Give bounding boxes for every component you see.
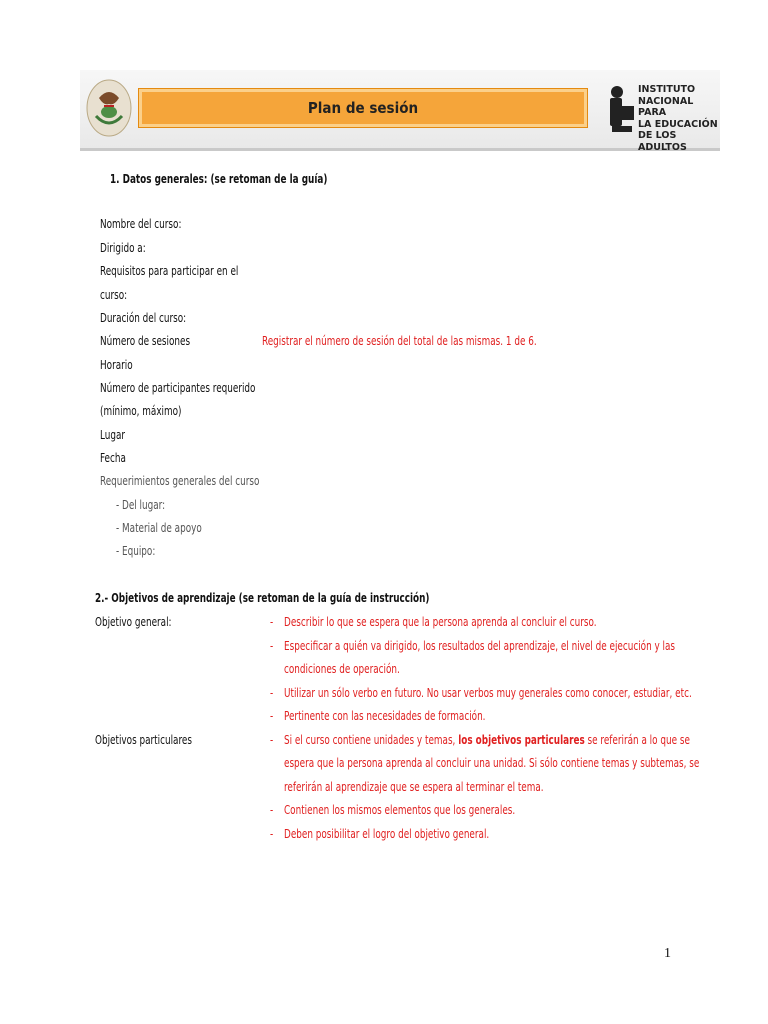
requirements-label: Requerimientos generales del curso: [100, 474, 260, 488]
particular-item: referirán al aprendizaje que se espera al terminar el tema.: [284, 780, 544, 794]
particular-item: Contienen los mismos elementos que los generales.: [284, 803, 516, 817]
field-label: Requisitos para participar en el: [100, 264, 239, 278]
page-title-box: [138, 88, 588, 128]
inea-line: INSTITUTO: [638, 84, 696, 95]
particular-bullet: -: [270, 803, 274, 817]
field-label: Fecha: [100, 451, 126, 465]
general-item: condiciones de operación.: [284, 662, 400, 676]
particular-objectives-label: Objetivos particulares: [95, 733, 192, 747]
requirement-item: - Del lugar:: [116, 498, 166, 512]
field-label: Nombre del curso:: [100, 217, 182, 231]
general-item: Especificar a quién va dirigido, los resultados del aprendizaje, el nivel de ejecución y las: [284, 639, 676, 653]
field-label: Número de participantes requerido: [100, 381, 256, 395]
requirement-item: - Material de apoyo: [116, 521, 202, 535]
field-label: (mínimo, máximo): [100, 404, 182, 418]
sessions-note: Registrar el número de sesión del total de las mismas. 1 de 6.: [262, 334, 537, 348]
particular-text: se referirán a lo que se: [587, 733, 690, 747]
inea-line: LA EDUCACIÓN: [638, 118, 718, 130]
requirement-item: - Equipo:: [116, 544, 156, 558]
particular-item: Deben posibilitar el logro del objetivo general.: [284, 827, 490, 841]
inea-line: NACIONAL PARA: [638, 95, 694, 118]
mexico-seal-icon: [84, 76, 134, 140]
particular-bullet: -: [270, 827, 274, 841]
general-bullet: -: [270, 709, 274, 723]
field-label: Horario: [100, 358, 133, 372]
general-objective-label: Objetivo general:: [95, 615, 172, 629]
general-bullet: -: [270, 639, 274, 653]
general-item: Describir lo que se espera que la persona aprenda al concluir el curso.: [284, 615, 597, 629]
particular-bullet: -: [270, 733, 274, 747]
inea-line: DE LOS ADULTOS: [638, 130, 687, 153]
page-title: Plan de sesión: [307, 99, 419, 117]
general-item: Utilizar un sólo verbo en futuro. No usar verbos muy generales como conocer, estudiar, etc.: [284, 686, 692, 700]
inea-reader-icon: [608, 84, 636, 136]
page-header: [80, 70, 720, 153]
particular-text: Si el curso contiene unidades y temas,: [284, 733, 456, 747]
particular-item: espera que la persona aprenda al concluir una unidad. Si sólo contiene temas y subtemas, se: [284, 756, 700, 770]
field-label: Dirigido a:: [100, 241, 146, 255]
section2-heading: 2.- Objetivos de aprendizaje (se retoman de la guía de instrucción): [95, 591, 430, 605]
particular-item: [284, 732, 690, 748]
inea-logo: [608, 84, 718, 153]
general-bullet: -: [270, 615, 274, 629]
particular-bold-text: los objetivos particulares: [458, 733, 585, 747]
section1-heading: 1. Datos generales: (se retoman de la guía): [110, 172, 328, 186]
general-item: Pertinente con las necesidades de formación.: [284, 709, 486, 723]
field-label: curso:: [100, 288, 128, 302]
inea-name: [638, 84, 718, 153]
field-label: Duración del curso:: [100, 311, 187, 325]
field-label: Lugar: [100, 428, 126, 442]
page-number: 1: [664, 946, 671, 961]
general-bullet: -: [270, 686, 274, 700]
field-label: Número de sesiones: [100, 334, 191, 348]
